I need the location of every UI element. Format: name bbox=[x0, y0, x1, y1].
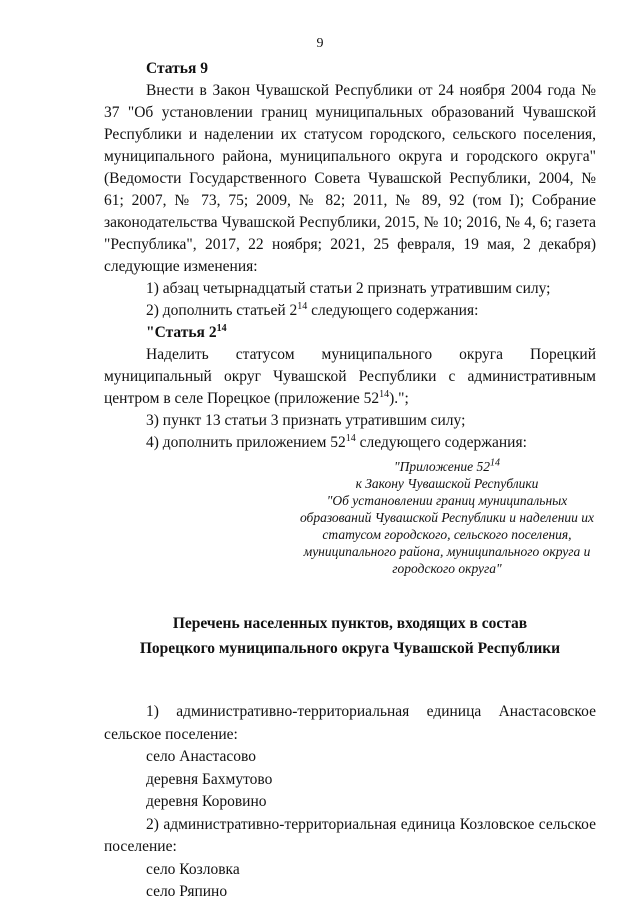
superscript-index: 14 bbox=[345, 432, 356, 444]
list-title-line-2: Порецкого муниципального округа Чувашской Республики bbox=[139, 640, 561, 657]
list-title-line-1: Перечень населенных пунктов, входящих в состав bbox=[172, 615, 528, 632]
amendment-item-3: 3) пункт 13 статьи 3 признать утратившим силу; bbox=[146, 412, 466, 429]
settlement-item: деревня Коровино bbox=[146, 793, 267, 810]
unit-heading: 2) административно-территориальная единица Козловское сельское поселение: bbox=[104, 815, 596, 855]
amendment-item-4 bbox=[104, 432, 596, 454]
settlements-list bbox=[104, 701, 596, 904]
amendment-item-1: 1) абзац четырнадцатый статьи 2 признать утратившим силу; bbox=[146, 280, 551, 297]
amendment-item-2-text: 2) дополнить статьей 2 bbox=[146, 302, 298, 319]
settlement-item: село Ряпино bbox=[146, 883, 228, 900]
superscript-index: 14 bbox=[216, 322, 227, 334]
page-number: 9 bbox=[316, 36, 324, 51]
appendix-law-reference: к Закону Чувашской Республики bbox=[355, 476, 539, 491]
superscript-index: 14 bbox=[379, 388, 390, 400]
quoted-article-text-body: Наделить статусом муниципального округа Порецкий муниципальный округ Чувашской Республики с административным центром в селе Порецкое (приложение 52 bbox=[104, 346, 596, 407]
superscript-index: 14 bbox=[297, 300, 308, 312]
quoted-article-text-suffix: )."; bbox=[389, 390, 409, 407]
settlement-item: деревня Бахмутово bbox=[146, 770, 273, 788]
appendix-law-title: "Об установлении границ муниципальных образований Чувашской Республики и наделении их статусом городского, сельского поселения, муниципального района, муниципального округа и городского округа" bbox=[299, 493, 595, 576]
unit-heading: 1) административно-территориальная единица Анастасовское сельское поселение: bbox=[104, 703, 596, 743]
appendix-number bbox=[298, 458, 596, 475]
page-content bbox=[104, 58, 596, 904]
article-heading: Статья 9 bbox=[146, 60, 208, 77]
settlement-item: село Козловка bbox=[146, 860, 240, 878]
appendix-header bbox=[298, 458, 596, 577]
settlements-list-title bbox=[104, 611, 596, 661]
amendment-item-4-suffix: следующего содержания: bbox=[355, 434, 527, 451]
appendix-number-text: "Приложение 52 bbox=[393, 459, 491, 474]
quoted-article-text bbox=[104, 344, 596, 410]
amendment-item-2 bbox=[104, 300, 596, 322]
settlement-item: село Анастасово bbox=[146, 748, 256, 765]
quoted-article-heading bbox=[104, 322, 596, 344]
article-intro-paragraph: Внести в Закон Чувашской Республики от 24 ноября 2004 года № 37 "Об установлении границ муниципальных образований Чувашской Республики и наделении их статусом городского, сельского поселения, муниципального района, муниципального округа и городского округа" (Ведомости Государственного Совета Чувашской Республики, 2004, № 61; 2007, № 73, 75; 2009, № 82; 2011, № 89, 92 (том I); Собрание законодательства Чувашской Республики, 2015, № 10; 2016, № 4, 6; газета "Республика", 2017, 22 ноября; 2021, 25 февраля, 19 мая, 2 декабря) следующие изменения: bbox=[104, 82, 596, 275]
amendment-item-4-text: 4) дополнить приложением 52 bbox=[146, 434, 346, 451]
quoted-article-heading-text: "Статья 2 bbox=[146, 324, 217, 341]
superscript-index: 14 bbox=[490, 457, 501, 469]
amendment-item-2-suffix: следующего содержания: bbox=[307, 302, 479, 319]
